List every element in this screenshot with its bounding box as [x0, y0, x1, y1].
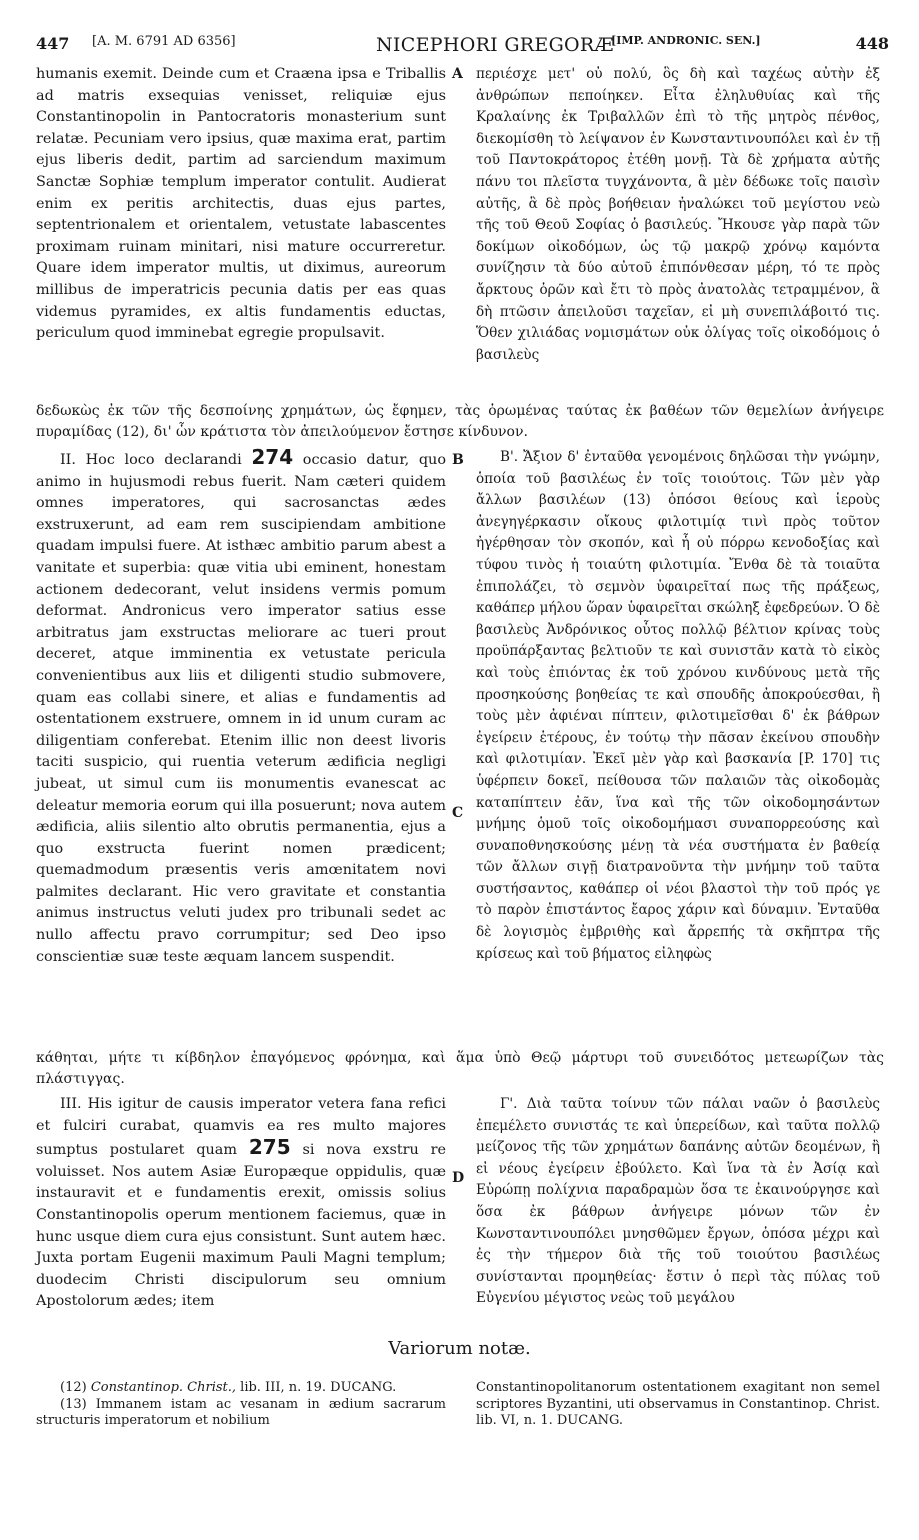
page-reference-number: 275 [248, 1135, 291, 1160]
date-right: [IMP. ANDRONIC. SEN.] [611, 34, 761, 47]
footnote-12 [36, 1380, 446, 1397]
latin-text: II. Hoc loco declarandi [60, 452, 242, 468]
footnotes-right [476, 1380, 880, 1430]
latin-column-1 [36, 64, 446, 345]
greek-column-3 [476, 1094, 880, 1310]
footnote-13: (13) Immanem istam ac vesanam in ædium sacrarum structuris imperatorum et nobilium [36, 1396, 446, 1428]
greek-text: δεδωκὼς ἐκ τῶν τῆς δεσποίνης χρημάτων, ὡς ἔφημεν, τὰς ὁρωμένας ταύτας ἐκ βαθέων τῶν θεμελίων ἀνήγειρε πυραμίδας (12), δι' ὧν κράτιστα τὸν ἀπειλούμενον ἔστησε κίνδυνον. [36, 403, 884, 440]
footnote-number: (12) [60, 1380, 87, 1395]
page-number-right: 448 [855, 34, 889, 53]
latin-paragraph [36, 447, 446, 968]
margin-marker-d: D [452, 1170, 465, 1186]
latin-text: III. His igitur de causis imperator vetera fana refici et fulciri curabat, quamvis ea res multo majores sumptus postularet quam [36, 1096, 446, 1159]
latin-text: humanis exemit. Deinde cum et Craæna ipsa e Triballis ad matris exsequias venisset, reliquiæ ejus Constantinopolin in Pantocratoris monasterium sunt relatæ. Pecuniam vero ipsius, quæ maxima erat, partim ejus liberis dedit, partim ad sarciendum maximum Sanctæ Sophiæ templum imperator contulit. Audierat enim ex peritis architectis, duas ejus partes, septentrionalem et orientalem, vetustate labascentes proximam ruinam minitari, nisi mature occurreretur. Quare idem imperator multis, ut diximus, aureorum millibus de imperatricis pecunia datis per eas quas videmus pyramides, ex altis fundamentis eductas, periculum quod imminebat egregie propulsavit. [36, 66, 446, 342]
footnote-text: lib. III, n. 19. DUCANG. [240, 1380, 397, 1395]
greek-text: Β'. Ἄξιον δ' ἐνταῦθα γενομένοις δηλῶσαι τὴν γνώμην, ὁποία τοῦ βασιλέως ἐν τοῖς τοιούτοις. Τῶν μὲν γὰρ ἄλλων βασιλέων (13) ὁπόσοι θείους καὶ ἱεροὺς ἀνεγηγέρκασιν οἴκους φιλοτιμίᾳ τινὶ πρὸς τοῦτον ἠγέρθησαν τὸν σκοπόν, καὶ ἧ οὐ πόρρω κενοδοξίας καὶ τύφου τινὸς ἡ τοιαύτη φιλοτιμία. Ἔνθα δὲ τὰ τοιαῦτα ἐπιπολάζει, τὸ σεμνὸν ὑφαιρεῖταί πως τῆς πράξεως, καθάπερ μήλου ὥραν ὑφαιρεῖται σκώληξ ἐφεδρεύων. Ὁ δὲ βασιλεὺς Ἀνδρόνικος οὗτος πολλῷ βέλτιον κρίνας τοὺς προϋπάρξαντας βελτιοῦν τε καὶ συνιστᾶν κατὰ τὸ εἰκὸς καὶ τοὺς ἐπιόντας ἐκ τοῦ χρόνου κινδύνους μετὰ τῆς προσηκούσης βοηθείας τε καὶ σπουδῆς ἀποκρούεσθαι, ἢ τοὺς μὲν ἀφιέναι πίπτειν, φιλοτιμεῖσθαι δ' ἐκ βάθρων ἐγείρειν ἑτέρους, ἐν τούτῳ τὴν πᾶσαν ἐκείνου σπουδὴν καὶ φιλοτιμίαν. [476, 449, 880, 768]
greek-text: κάθηται, μήτε τι κίβδηλον ἐπαγόμενος φρόνημα, καὶ ἅμα ὑπὸ Θεῷ μάρτυρι τοῦ συνειδότος μετεωρίζων τὰς πλάστιγγας. [36, 1050, 884, 1087]
margin-marker-a: A [452, 66, 463, 82]
footnotes-left [36, 1380, 446, 1430]
latin-column-2 [36, 447, 446, 968]
date-left: [A. M. 6791 AD 6356] [92, 34, 236, 49]
greek-text: περιέσχε μετ' οὐ πολύ, ὃς δὴ καὶ ταχέως αὐτὴν ἐξ ἀνθρώπων πεποίηκεν. Εἶτα ἐληλυθυίας καὶ τῆς Κραλαίνης ἐκ Τριβαλλῶν ἐπὶ τὸ τῆς μητρὸς πένθος, διεκομίσθη τὸ λείψανον ἐν Κωνσταντινουπόλει καὶ ἐν τῇ τοῦ Παντοκράτορος ἐτέθη μονῇ. Τὰ δὲ χρήματα αὐτῆς πάνυ τοι πλεῖστα τυγχάνοντα, ἃ μὲν δέδωκε τοῖς παισὶν αὐτῆς, ἃ δὲ πρὸς βοήθειαν ἠναλώκει τοῦ μεγίστου νεὼ τῆς τοῦ Θεοῦ Σοφίας ὁ βασιλεύς. Ἤκουσε γὰρ παρὰ τῶν δοκίμων οἰκοδόμων, ὡς τῷ μακρῷ χρόνῳ καμόντα συνίζησιν τὰ δύο αὐτοῦ ἐπιπόνθεσαν μέρη, τό τε πρὸς ἄρκτους ὁρῶν καὶ ἔτι τὸ πρὸς ἀνατολὰς τετραμμένον, ἃ δὴ πτῶσιν ἀπειλοῦσι ταχεῖαν, εἰ μὴ συνεπιλάβοιτό τις. Ὅθεν χιλιάδας νομισμάτων οὐκ ὀλίγας τοῖς οἰκοδόμοις ὁ βασιλεὺς [476, 66, 880, 363]
greek-column-2 [476, 447, 880, 965]
latin-text: si nova exstru re voluisset. Nos autem Asiæ Europæque oppidulis, quæ instauravit et e fundamentis erexit, omissis solius Constantinopolis operum mentionem faciemus, quæ in hunc usque diem cura ejus consistunt. Sunt autem hæc. Juxta portam Eugenii maximum Pauli Magni templum; duodecim Christi discipulorum seu omnium Apostolorum ædes; item [36, 1142, 447, 1310]
page-reference: [P. 170] [798, 751, 853, 768]
greek-fullwidth-1 [36, 401, 884, 443]
margin-marker-b: B [452, 452, 464, 468]
margin-marker-c: C [452, 805, 464, 821]
greek-text: τις ὑφέρπειν δοκεῖ, πείθουσα τῶν παλαιῶν τὰς οἰκοδομὰς καταπίπτειν ἐᾶν, ἵνα καὶ τῆς τῶν οἰκοδομησάντων μνήμης ὁμοῦ τοῖς οἰκοδομήμασι συναπορρεούσης καὶ συναποθνησκούσης μένῃ τὰ νέα συστήματα ἐν βαθείᾳ τῶν ἄλλων σιγῇ διατρανοῦντα τὴν μνήμην τοῦ ταῦτα συστήσαντος, καθάπερ οἱ νέοι βλαστοὶ τὴν τοῦ πρός γε τὸ παρὸν ἐπιστάντος ἔαρος χάριν καὶ δύναμιν. Ἐνταῦθα δὲ λογισμὸς ἐμβριθὴς καὶ ἄρρεπής τὰ σκῆπτρα τῆς κρίσεως καὶ τοῦ βήματος εἰληφὼς [476, 751, 880, 962]
page-number-left: 447 [36, 34, 70, 53]
running-header [36, 34, 889, 58]
latin-column-3 [36, 1094, 446, 1313]
footnote-title: Constantinop. Christ., [90, 1380, 237, 1395]
notes-title: Variorum notæ. [388, 1338, 531, 1359]
greek-paragraph: Γ'. Διὰ ταῦτα τοίνυν τῶν πάλαι ναῶν ὁ βασιλεὺς ἐπεμέλετο συνιστάς τε καὶ ὑπερείδων, καὶ ταῦτα πολλῷ μείζονος τῆς τῶν χρημάτων δαπάνης αὐτῶν δεομένων, ἢ εἰ νέους ἐγείρειν ἐβούλετο. Καὶ ἵνα τὰ ἐν Ἀσίᾳ καὶ Εὐρώπῃ πολίχνια παραδραμὼν ὅσα τε ἐκαινούργησε καὶ ὅσα ἐκ βάθρων ἀνήγειρε μόνων τῶν ἐν Κωνσταντινουπόλει μνησθῶμεν ἔργων, ὁπόσα μέχρι καὶ ἐς τὴν τήμερον διὰ τῆς τοῦ τοιούτου βασιλέως συνίστανται προμηθείας· ἔστιν ὁ περὶ τὰς πύλας τοῦ Εὐγενίου μέγιστος νεὼς τοῦ μεγάλου [476, 1096, 880, 1307]
page-reference-number: 274 [251, 445, 294, 469]
page-title: NICEPHORI GREGORÆ [376, 34, 614, 56]
latin-text: occasio datur, quo animo in hujusmodi rebus fuerit. Nam cæteri quidem omnes imperatores, qui sacrosanctas ædes exstruxerunt, ad eam rem suscipiendam ambitione quadam impulsi fuere. At isthæc ambitio parum abest a vanitate et superbia: quæ vitia ubi eminent, honestam actionem dedecorant, velut insidens vermis pomum deformat. Andronicus vero imperator satius esse arbitratus jam exstructas meliorare ac tueri prout deceret, atque imminentia ex vetustate pericula convenientibus aux liis et diligenti studio submovere, quam eas collabi sinere, et alias e fundamentis ad ostentationem exstruere, omnem in id unum curam ac diligentiam conferebat. Etenim illic non deest livoris taciti suspicio, qui ruentia veterum ædificia negligi jubeat, ut simul cum iis monumentis evanescat ac deleatur memoria eorum qui illa posuerunt; nova autem ædificia, aliis silentio alto obrutis permanentia, ejus a quo exstructa fuerint nomen prædicent; quemadmodum præsentis veris amœnitatem novi palmites declarant. Hic vero gravitate et constantia animus instructus veluti judex pro tribunali sedet ac nullo affectu pravo corrumpitur; sed Deo ipso conscientiæ suæ teste æquam lancem suspendit. [36, 452, 446, 965]
footnote-13-continued: Constantinopolitanorum ostentationem exagitant non semel scriptores Byzantini, uti observamus in Constantinop. Christ. lib. VI, n. 1. DUCANG. [476, 1380, 880, 1428]
greek-column-1 [476, 64, 880, 366]
greek-text: Ἐκεῖ μὲν γὰρ καὶ βασκανία [592, 751, 792, 768]
greek-paragraph [476, 447, 880, 965]
greek-fullwidth-2 [36, 1048, 884, 1090]
latin-paragraph [36, 1094, 446, 1313]
